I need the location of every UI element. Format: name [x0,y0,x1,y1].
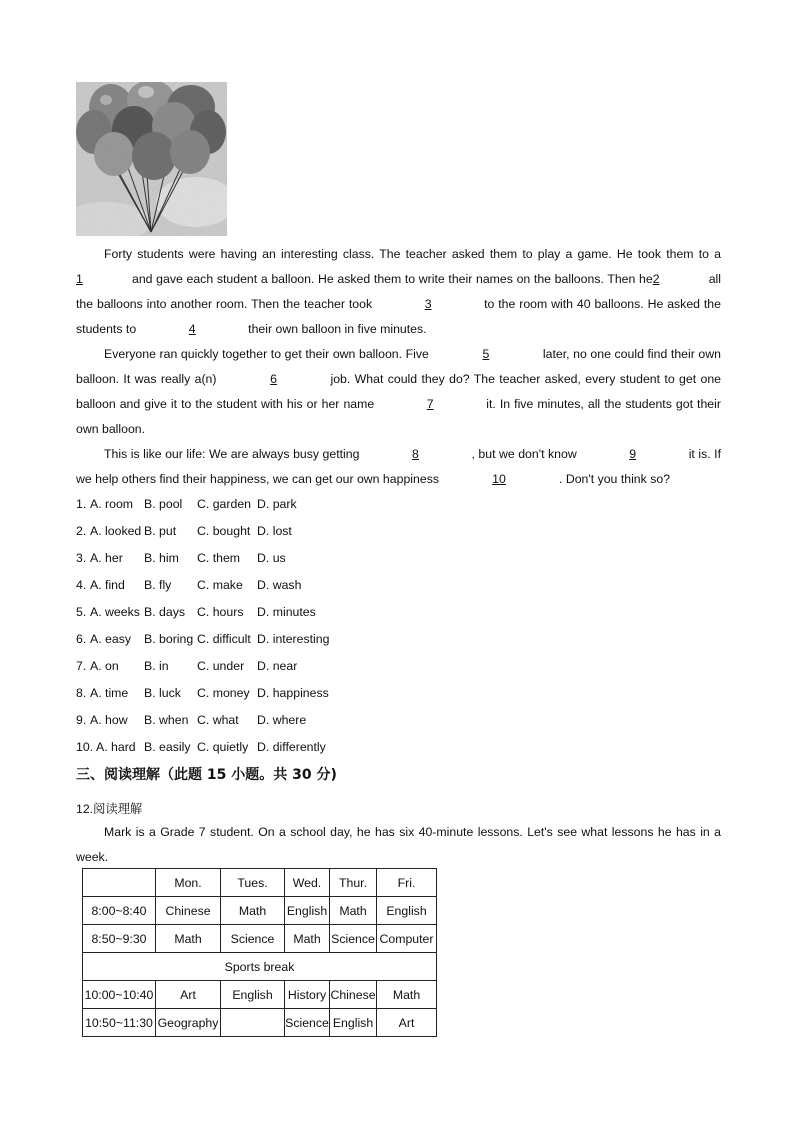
passage-text: to the room with 40 balloons. He asked the students to [76,297,721,336]
option-b[interactable]: B. him [144,551,179,565]
timetable-break-cell: Sports break [83,953,437,981]
option-d[interactable]: D. us [257,551,286,565]
timetable-cell: 8:00~8:40 [83,897,156,925]
option-c[interactable]: C. difficult [197,632,251,646]
option-d[interactable]: D. wash [257,578,302,592]
question-label: 12.阅读理解 [76,802,143,816]
timetable-cell: Chinese [156,897,221,925]
option-d[interactable]: D. differently [257,740,326,754]
option-a[interactable]: A. how [90,713,128,727]
timetable-cell: Wed. [285,869,330,897]
option-d[interactable]: D. interesting [257,632,330,646]
option-row [76,520,721,547]
timetable-row [83,925,437,953]
timetable-cell: English [330,1009,377,1037]
option-row [76,736,721,763]
option-c[interactable]: C. bought [197,524,251,538]
option-b[interactable]: B. in [144,659,169,673]
answer-blank-8: 8 [412,447,419,461]
answer-blank-2: 2 [652,272,660,286]
option-a[interactable]: A. time [90,686,129,700]
option-row [76,601,721,628]
option-num: 5. [76,605,87,619]
option-c[interactable]: C. make [197,578,243,592]
option-a[interactable]: A. weeks [90,605,140,619]
reading-intro-text: Mark is a Grade 7 student. On a school day, he has six 40-minute lessons. Let's see what lessons he has in a week. [76,825,721,864]
passage-text: This is like our life: We are always busy getting [104,447,360,461]
option-d[interactable]: D. minutes [257,605,316,619]
option-b[interactable]: B. pool [144,497,183,511]
passage-text: it. In five minutes, all the students got their own balloon. [76,397,721,436]
answer-blank-7: 7 [426,397,434,411]
option-num: 1. [76,497,87,511]
option-a[interactable]: A. easy [90,632,132,646]
option-c[interactable]: C. what [197,713,239,727]
option-d[interactable]: D. park [257,497,297,511]
passage-text: job. What could they do? The teacher asked, every student to get one balloon and give it to the student with his or her name [76,372,721,411]
answer-blank-4: 4 [188,322,196,336]
option-a[interactable]: A. looked [90,524,142,538]
option-c[interactable]: C. quietly [197,740,249,754]
option-row [76,682,721,709]
option-c[interactable]: C. money [197,686,250,700]
answer-blank-5: 5 [482,347,490,361]
timetable-cell: Fri. [377,869,437,897]
option-row [76,493,721,520]
passage-paragraph-2 [76,342,721,442]
timetable-cell: Art [156,981,221,1009]
timetable-cell: Math [221,897,285,925]
passage-text: , but we don't know [471,447,577,461]
timetable-row [83,1009,437,1037]
timetable-cell: Computer [377,925,437,953]
answer-blank-6: 6 [270,372,277,386]
option-d[interactable]: D. lost [257,524,292,538]
timetable-cell [83,869,156,897]
timetable-cell [221,1009,285,1037]
option-c[interactable]: C. them [197,551,241,565]
passage-text: their own balloon in five minutes. [248,322,427,336]
answer-blank-9: 9 [629,447,637,461]
option-b[interactable]: B. luck [144,686,181,700]
timetable-header [83,869,437,897]
timetable-cell: Tues. [221,869,285,897]
answer-blank-3: 3 [424,297,432,311]
timetable-cell: 10:50~11:30 [83,1009,156,1037]
balloons-photo [76,82,227,236]
answer-blank-10: 10 [492,472,506,486]
timetable-cell: Thur. [330,869,377,897]
timetable-cell: Science [330,925,377,953]
section-title: 三、阅读理解（此题 15 小题。共 30 分) [76,767,337,783]
timetable [82,868,437,1037]
timetable-cell: English [221,981,285,1009]
passage-text: Forty students were having an interesting class. The teacher asked them to play a game. He took them to a [104,247,721,261]
timetable-cell: 10:00~10:40 [83,981,156,1009]
option-b[interactable]: B. days [144,605,186,619]
option-num: 7. [76,659,87,673]
option-num: 4. [76,578,87,592]
passage-paragraph-3 [76,442,721,492]
passage-paragraph-1 [76,242,721,342]
option-row [76,574,721,601]
timetable-cell: Math [377,981,437,1009]
option-num: 2. [76,524,87,538]
option-a[interactable]: A. hard [96,740,136,754]
option-num: 8. [76,686,87,700]
option-b[interactable]: B. fly [144,578,172,592]
option-c[interactable]: C. under [197,659,245,673]
timetable-cell: English [285,897,330,925]
answer-options [76,493,721,763]
timetable-row [83,953,437,981]
option-a[interactable]: A. on [90,659,119,673]
option-d[interactable]: D. near [257,659,298,673]
timetable-cell: Science [285,1009,330,1037]
option-b[interactable]: B. easily [144,740,191,754]
timetable-cell: Geography [156,1009,221,1037]
timetable-cell: History [285,981,330,1009]
reading-intro [76,820,721,870]
option-row [76,709,721,736]
timetable-cell: Science [221,925,285,953]
option-b[interactable]: B. put [144,524,177,538]
option-a[interactable]: A. room [90,497,134,511]
passage-text: later, no one could find their own balloon. It was really a(n) [76,347,721,386]
timetable-row [83,981,437,1009]
option-num: 6. [76,632,87,646]
passage-text: all the balloons into another room. Then the teacher took [76,272,721,311]
option-b[interactable]: B. boring [144,632,194,646]
timetable-cell: Chinese [330,981,377,1009]
option-a[interactable]: A. find [90,578,125,592]
passage-text: Everyone ran quickly together to get their own balloon. Five [104,347,429,361]
option-c[interactable]: C. hours [197,605,244,619]
option-num: 9. [76,713,87,727]
option-row [76,628,721,655]
timetable-row [83,897,437,925]
timetable-cell: Art [377,1009,437,1037]
timetable-cell: Math [330,897,377,925]
option-b[interactable]: B. when [144,713,189,727]
option-d[interactable]: D. where [257,713,307,727]
option-num: 3. [76,551,87,565]
timetable-cell: Math [156,925,221,953]
option-d[interactable]: D. happiness [257,686,329,700]
option-c[interactable]: C. garden [197,497,252,511]
option-a[interactable]: A. her [90,551,123,565]
timetable-cell: 8:50~9:30 [83,925,156,953]
timetable-cell: Math [285,925,330,953]
timetable-cell: English [377,897,437,925]
answer-blank-1: 1 [76,272,83,286]
option-row [76,547,721,574]
passage-text: it is. If we help others find their happiness, we can get our own happiness [76,447,721,486]
option-row [76,655,721,682]
passage-text: . Don't you think so? [559,472,671,486]
timetable-cell: Mon. [156,869,221,897]
option-num: 10. [76,740,94,754]
passage-text: and gave each student a balloon. He asked them to write their names on the balloons. Then he [132,272,653,286]
